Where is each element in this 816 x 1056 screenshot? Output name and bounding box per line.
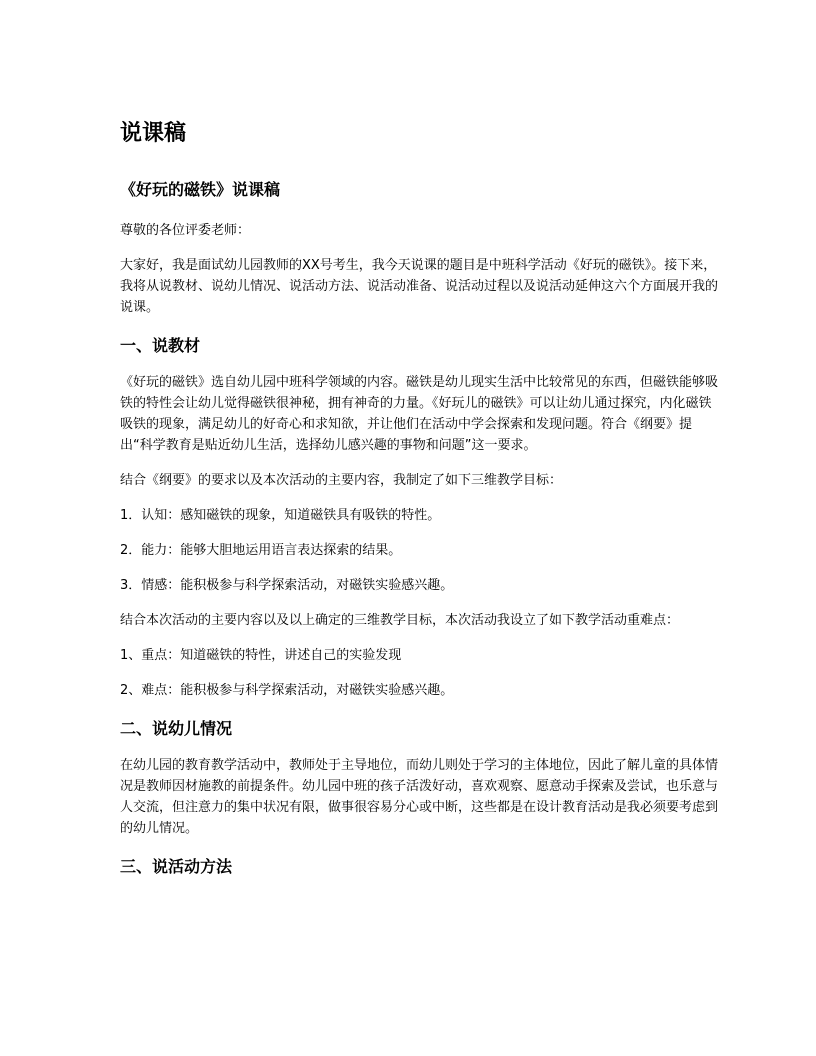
- lesson-title: 《好玩的磁铁》说课稿: [120, 180, 281, 199]
- section-heading-textbook: 一、说教材: [120, 336, 201, 355]
- intro-paragraph: 大家好，我是面试幼儿园教师的XX号考生，我今天说课的题目是中班科学活动《好玩的磁铁》。接下来，我将从说教材、说幼儿情况、说活动方法、说活动准备、说活动过程以及说活动延伸这六个方面展开我的说课。: [120, 258, 719, 315]
- section-heading-children: 二、说幼儿情况: [120, 719, 233, 738]
- children-paragraph: 在幼儿园的教育教学活动中，教师处于主导地位，而幼儿则处于学习的主体地位，因此了解儿童的具体情况是教师因材施教的前提条件。幼儿园中班的孩子活泼好动，喜欢观察、愿意动手探索及尝试，也乐意与人交流，但注意力的集中状况有限，做事很容易分心或中断，这些都是在设计教育活动是我必须要考虑到的幼儿情况。: [120, 758, 719, 836]
- keypoint-item-focus: 1、重点：知道磁铁的特性，讲述自己的实验发现: [120, 648, 402, 663]
- textbook-paragraph: 《好玩的磁铁》选自幼儿园中班科学领域的内容。磁铁是幼儿现实生活中比较常见的东西，但磁铁能够吸铁的特性会让幼儿觉得磁铁很神秘，拥有神奇的力量。《好玩儿的磁铁》可以让幼儿通过探究，内化磁铁吸铁的现象，满足幼儿的好奇心和求知欲，并让他们在活动中学会探索和发现问题。符合《纲要》提出“科学教育是贴近幼儿生活，选择幼儿感兴趣的事物和问题”这一要求。: [120, 375, 719, 453]
- section-heading-methods: 三、说活动方法: [120, 857, 233, 876]
- goal-item-emotion: 3．情感：能积极参与科学探索活动，对磁铁实验感兴趣。: [120, 578, 454, 593]
- goal-item-cognition: 1．认知：感知磁铁的现象，知道磁铁具有吸铁的特性。: [120, 508, 441, 523]
- goals-intro-paragraph: 结合《纲要》的要求以及本次活动的主要内容，我制定了如下三维教学目标：: [120, 473, 563, 488]
- keypoints-intro-paragraph: 结合本次活动的主要内容以及以上确定的三维教学目标，本次活动我设立了如下教学活动重难点：: [120, 613, 680, 628]
- goal-item-ability: 2．能力：能够大胆地运用语言表达探索的结果。: [120, 543, 402, 558]
- keypoint-item-difficulty: 2、难点：能积极参与科学探索活动，对磁铁实验感兴趣。: [120, 683, 454, 698]
- document-title: 说课稿: [120, 121, 187, 146]
- greeting-paragraph: 尊敬的各位评委老师：: [120, 223, 251, 238]
